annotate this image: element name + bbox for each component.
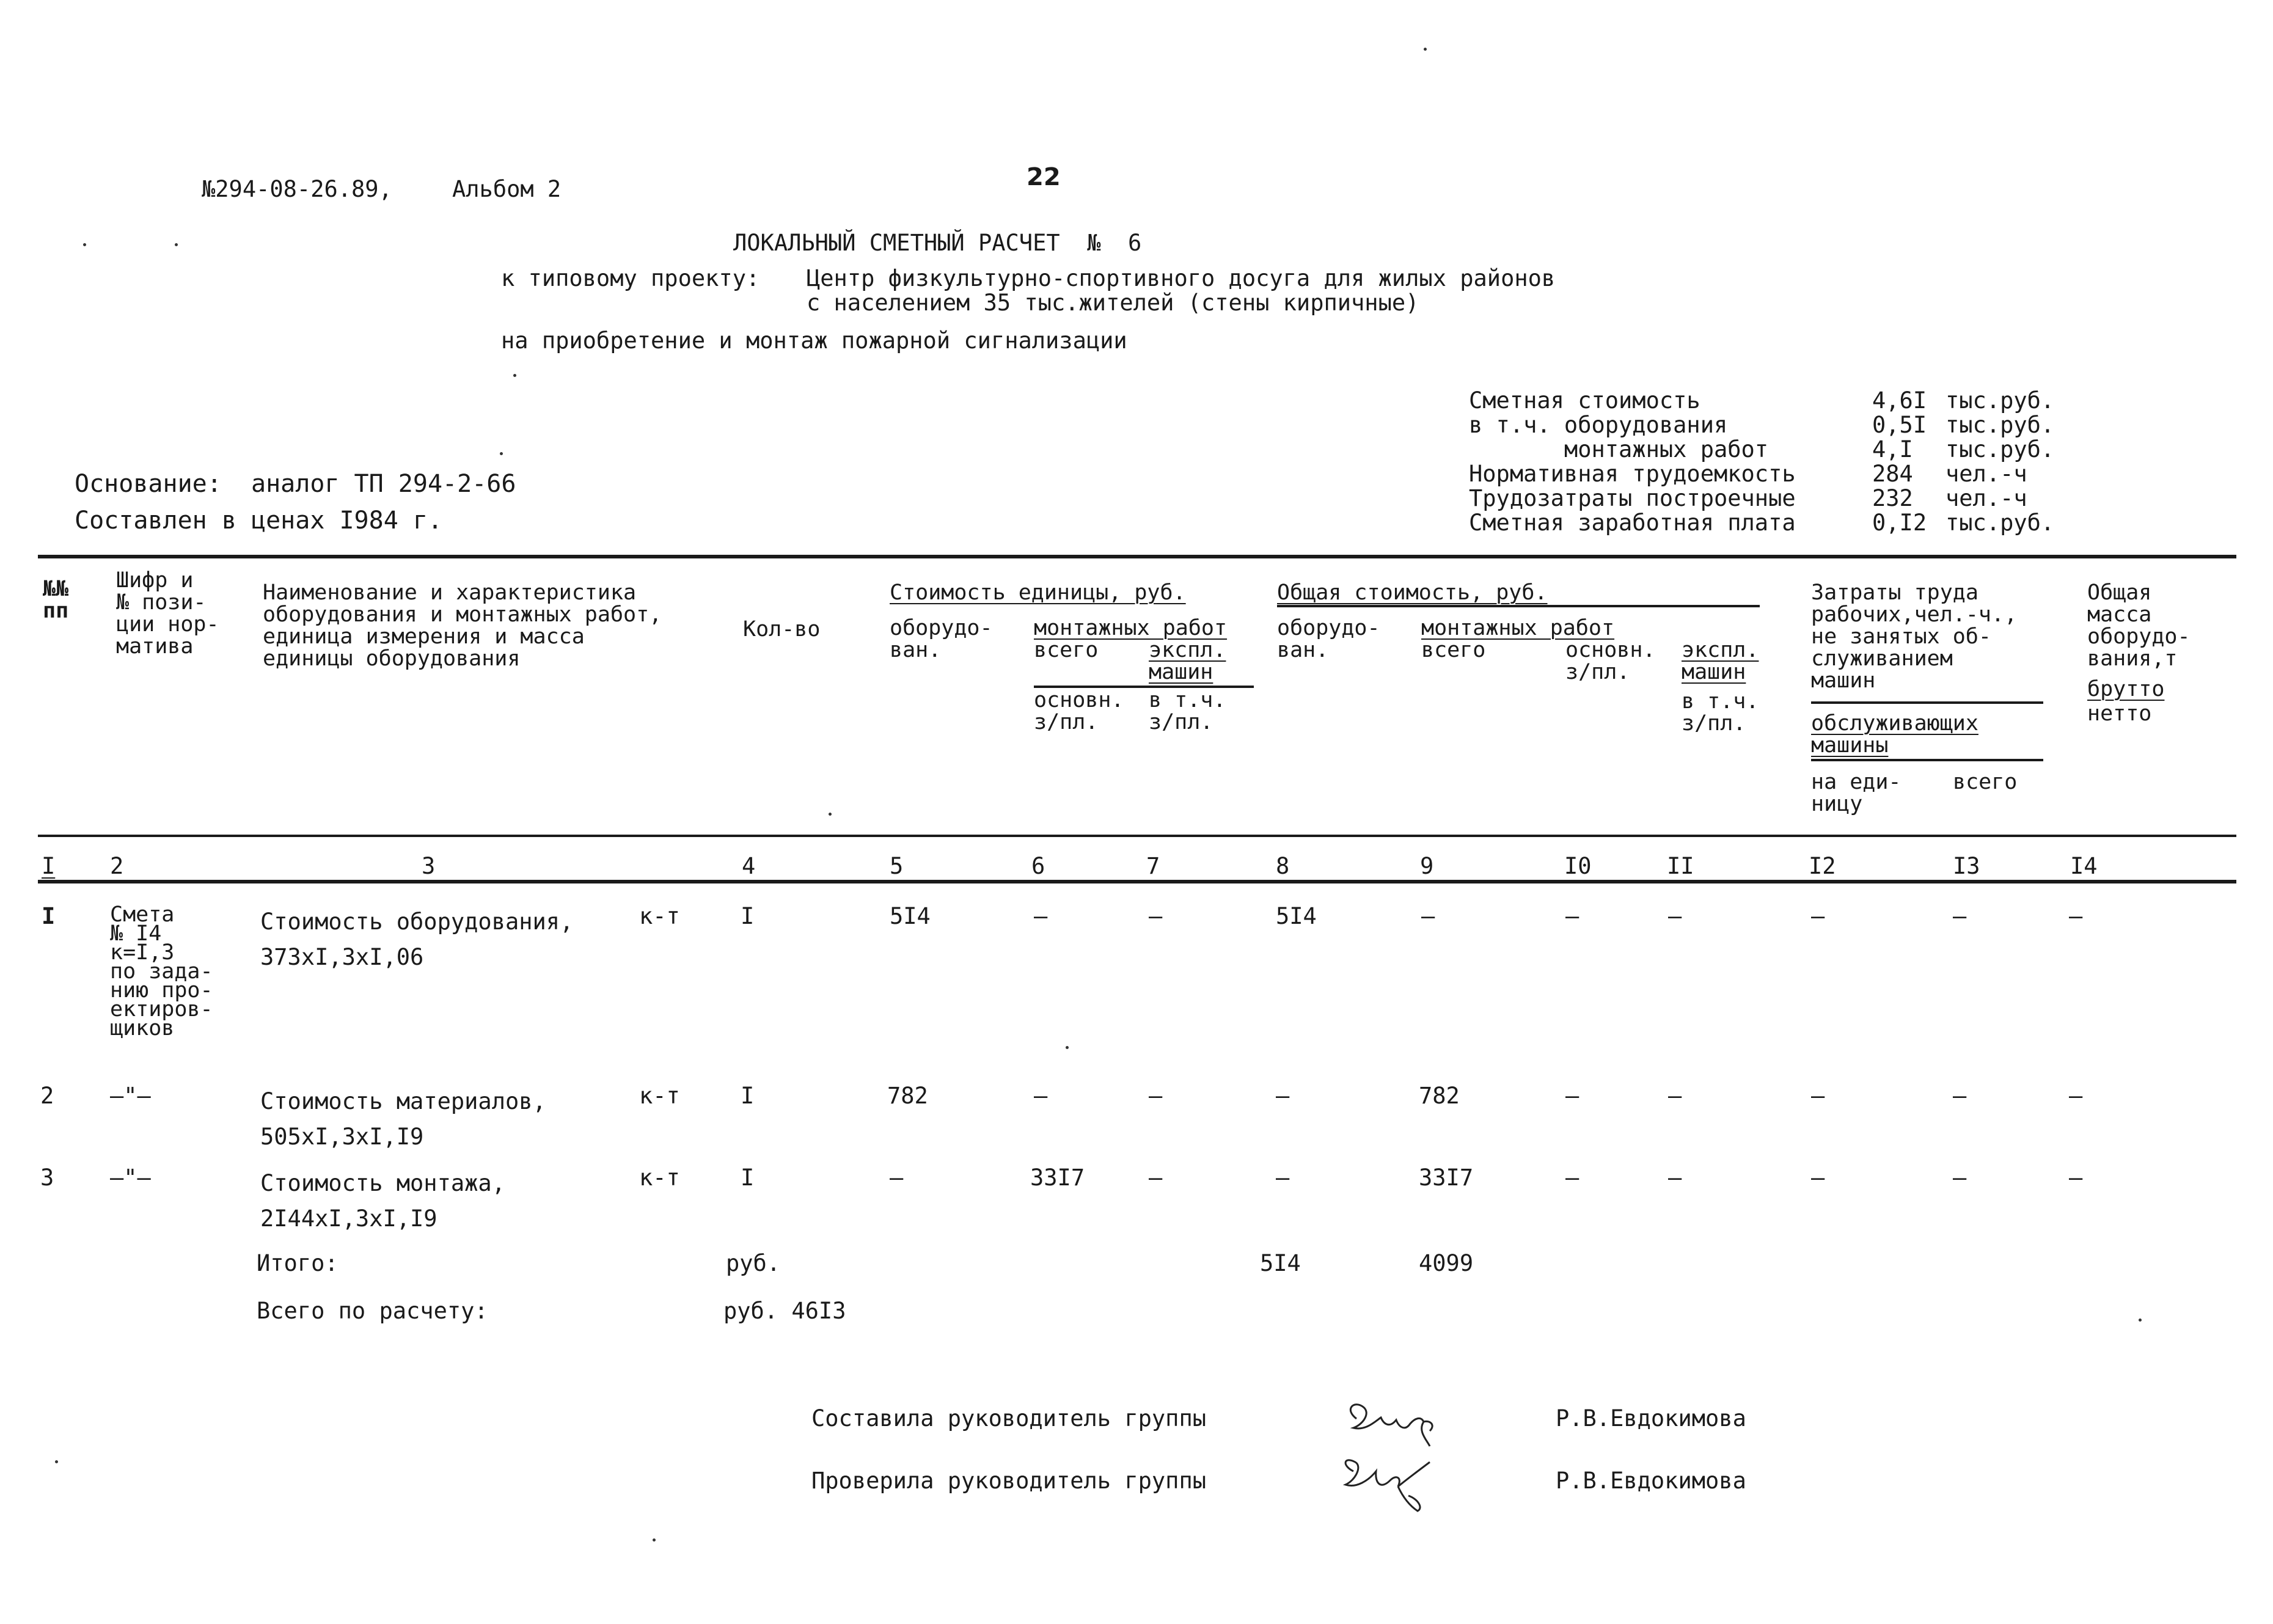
item-name: Стоимость оборудования, 373хI,3хI,06 xyxy=(260,909,574,970)
col-9-11-header: монтажных работ xyxy=(1421,616,1615,640)
document-code: №294-08-26.89, xyxy=(202,176,392,202)
cell-col-13: – xyxy=(1953,1083,1967,1109)
col-7-header-incl: в т.ч. з/пл. xyxy=(1149,688,1226,734)
cell-col-10: – xyxy=(1565,1083,1579,1109)
cell-col-7: – xyxy=(1149,1083,1163,1109)
col-14-header-net: нетто xyxy=(2087,701,2152,726)
col-number: I4 xyxy=(2070,853,2098,879)
summary-value: 4,I xyxy=(1872,436,1913,463)
row-number: I xyxy=(42,903,56,929)
col-7-header-expl: экспл. машин xyxy=(1149,638,1226,684)
cell-col-6: – xyxy=(1034,1083,1048,1109)
labor-line xyxy=(1811,701,2043,704)
scan-speck xyxy=(55,1460,58,1463)
item-qty: I xyxy=(741,903,755,929)
col-14-header: Общая масса оборудо- вания,т xyxy=(2087,580,2191,671)
col-6-7-header: монтажных работ xyxy=(1034,616,1228,640)
summary-unit: чел.-ч xyxy=(1945,461,2027,487)
scan-speck xyxy=(1066,1046,1069,1049)
album-label: Альбом 2 xyxy=(452,176,562,202)
scan-speck xyxy=(175,243,178,246)
compiled-by-role: Составила руководитель группы xyxy=(811,1405,1207,1432)
service-header: обслуживающих машины xyxy=(1811,711,1978,758)
basis-line: Основание: аналог ТП 294-2-66 xyxy=(75,470,516,498)
subtotal-mounting: 4099 xyxy=(1419,1250,1474,1276)
summary-value: 0,5I xyxy=(1872,412,1927,438)
col-number: 8 xyxy=(1276,853,1290,879)
scan-speck xyxy=(500,452,503,455)
col-number: 3 xyxy=(422,853,436,879)
cell-col-10: – xyxy=(1565,1165,1579,1191)
col-number: 7 xyxy=(1146,853,1160,879)
col-number: I3 xyxy=(1953,853,1980,879)
col-number: 2 xyxy=(110,853,124,879)
col-number: 6 xyxy=(1031,853,1045,879)
cell-col-13: – xyxy=(1953,903,1967,929)
summary-label: Сметная заработная плата xyxy=(1469,510,1796,536)
unit-cost-header: Стоимость единицы, руб. xyxy=(890,580,1186,605)
col-1-header: №№ пп xyxy=(43,577,69,623)
col-6-header-all: всего xyxy=(1034,638,1099,662)
column-numbers-rule xyxy=(38,880,2236,883)
project-line-2: с населением 35 тыс.жителей (стены кирпичные) xyxy=(807,290,1419,316)
compiled-by-name: Р.В.Евдокимова xyxy=(1556,1405,1746,1432)
col-number: 4 xyxy=(742,853,756,879)
cell-col-7: – xyxy=(1149,903,1163,929)
summary-value: 4,6I xyxy=(1872,387,1927,414)
project-line-1: Центр физкультурно-спортивного досуга для жилых районов xyxy=(807,265,1556,291)
scan-speck xyxy=(829,813,832,816)
subtotal-equipment: 5I4 xyxy=(1260,1250,1301,1276)
cell-col-14: – xyxy=(2069,1165,2083,1191)
cell-col-12: – xyxy=(1811,903,1825,929)
col-number: 5 xyxy=(890,853,904,879)
total-cost-line xyxy=(1277,605,1760,607)
signature-checked xyxy=(1332,1453,1442,1514)
estimate-subject: на приобретение и монтаж пожарной сигнализации xyxy=(501,327,1127,354)
col-3-header: Наименование и характеристика оборудования и монтажных работ, единица измерения и масса единицы оборудования xyxy=(263,580,662,671)
cell-col-12: – xyxy=(1811,1083,1825,1109)
scan-speck xyxy=(513,374,516,377)
cell-col-11: – xyxy=(1668,903,1682,929)
summary-label: в т.ч. оборудования xyxy=(1469,412,1728,438)
row-number: 3 xyxy=(40,1165,54,1191)
norm-code: Смета № I4 к=I,3 по зада- нию про- ектиров- щиков xyxy=(110,902,213,1041)
cell-col-11: – xyxy=(1668,1083,1682,1109)
cell-col-10: – xyxy=(1565,903,1579,929)
item-qty: I xyxy=(741,1083,755,1109)
summary-value: 232 xyxy=(1872,485,1913,511)
total-cost-header: Общая стоимость, руб. xyxy=(1277,580,1548,605)
item-unit: к-т xyxy=(639,1083,680,1109)
summary-value: 0,I2 xyxy=(1872,510,1927,536)
norm-code: –"– xyxy=(110,1083,151,1109)
cell-col-8: – xyxy=(1276,1083,1290,1109)
summary-label: Трудозатраты построечные xyxy=(1469,485,1796,511)
cell-col-12: – xyxy=(1811,1165,1825,1191)
checked-by-role: Проверила руководитель группы xyxy=(811,1468,1207,1494)
subtotal-label: Итого: xyxy=(257,1250,339,1276)
col-8-header: оборудо- ван. xyxy=(1277,616,1380,662)
checked-by-name: Р.В.Евдокимова xyxy=(1556,1468,1746,1494)
cell-col-9: 782 xyxy=(1419,1083,1460,1109)
col-11-header-incl: в т.ч. з/пл. xyxy=(1682,689,1759,736)
summary-unit: тыс.руб. xyxy=(1945,436,2055,463)
scan-speck xyxy=(1424,48,1427,51)
col-12-header: на еди- ницу xyxy=(1811,770,1901,816)
grand-total-value: руб. 46I3 xyxy=(723,1298,846,1324)
item-qty: I xyxy=(741,1165,755,1191)
summary-unit: чел.-ч xyxy=(1945,485,2027,511)
cell-col-5: 5I4 xyxy=(890,903,931,929)
subtotal-unit: руб. xyxy=(726,1250,781,1276)
cell-col-14: – xyxy=(2069,1083,2083,1109)
cell-col-8: – xyxy=(1276,1165,1290,1191)
row-number: 2 xyxy=(40,1083,54,1109)
col-number: I0 xyxy=(1564,853,1592,879)
col-9-header-all: всего xyxy=(1421,638,1486,662)
summary-unit: тыс.руб. xyxy=(1945,510,2055,536)
cell-col-14: – xyxy=(2069,903,2083,929)
scan-speck xyxy=(653,1538,656,1542)
cell-col-6: 33I7 xyxy=(1030,1165,1085,1191)
summary-value: 284 xyxy=(1872,461,1913,487)
col-number: II xyxy=(1667,853,1694,879)
col-2-header: Шифр и № пози- ции нор- матива xyxy=(116,568,219,659)
page-number: 22 xyxy=(1027,163,1061,191)
cell-col-5: – xyxy=(890,1165,904,1191)
labor-header: Затраты труда рабочих,чел.-ч., не занятых об- служиванием машин xyxy=(1811,580,2018,693)
cell-col-9: – xyxy=(1421,903,1435,929)
item-name: Стоимость материалов, 505хI,3хI,I9 xyxy=(260,1088,546,1150)
cell-col-7: – xyxy=(1149,1165,1163,1191)
summary-label: Сметная стоимость xyxy=(1469,387,1700,414)
document-title: ЛОКАЛЬНЫЙ СМЕТНЫЙ РАСЧЕТ № 6 xyxy=(733,230,1142,256)
service-line xyxy=(1811,759,2043,761)
norm-code: –"– xyxy=(110,1165,151,1191)
scan-speck xyxy=(2139,1319,2142,1322)
item-name: Стоимость монтажа, 2I44хI,3хI,I9 xyxy=(260,1170,505,1232)
scan-speck xyxy=(83,243,86,246)
summary-unit: тыс.руб. xyxy=(1945,412,2055,438)
price-basis-line: Составлен в ценах I984 г. xyxy=(75,507,443,535)
header-bottom-rule xyxy=(38,835,2236,837)
table-top-rule xyxy=(38,555,2236,558)
summary-unit: тыс.руб. xyxy=(1945,387,2055,414)
signature-compiled xyxy=(1338,1394,1448,1449)
cell-col-13: – xyxy=(1953,1165,1967,1191)
project-prefix: к типовому проекту: xyxy=(501,265,760,291)
col-11-header-expl: экспл. машин xyxy=(1682,638,1759,684)
col-4-header: Кол-во xyxy=(743,617,821,642)
summary-label: Нормативная трудоемкость xyxy=(1469,461,1796,487)
grand-total-label: Всего по расчету: xyxy=(257,1298,488,1324)
col-number: I xyxy=(42,853,56,879)
cell-col-5: 782 xyxy=(887,1083,928,1109)
cell-col-8: 5I4 xyxy=(1276,903,1317,929)
summary-label: монтажных работ xyxy=(1469,436,1769,463)
col-number: 9 xyxy=(1420,853,1434,879)
item-unit: к-т xyxy=(639,1165,680,1191)
col-6-header-base: основн. з/пл. xyxy=(1034,688,1124,734)
col-number: I2 xyxy=(1809,853,1836,879)
cell-col-11: – xyxy=(1668,1165,1682,1191)
item-unit: к-т xyxy=(639,903,680,929)
cell-col-9: 33I7 xyxy=(1419,1165,1474,1191)
col-14-header-gross: брутто xyxy=(2087,677,2165,701)
cell-col-6: – xyxy=(1034,903,1048,929)
col-10-header-base: основн. з/пл. xyxy=(1565,638,1656,684)
col-5-header: оборудо- ван. xyxy=(890,616,993,662)
col-13-header: всего xyxy=(1953,770,2018,794)
